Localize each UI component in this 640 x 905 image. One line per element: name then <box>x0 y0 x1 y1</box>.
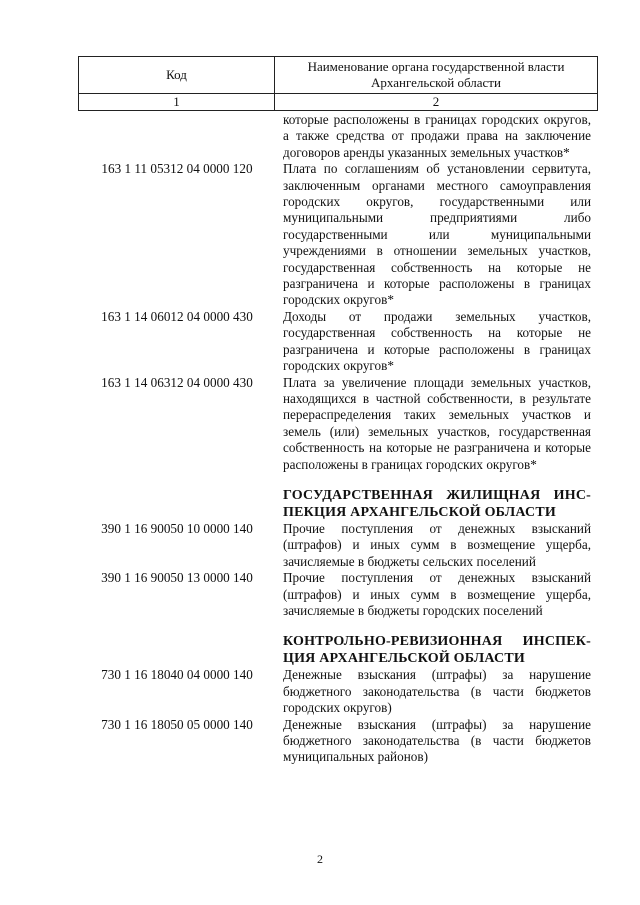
row-description: Плата по соглашениям об установлении сервитута, заключенным органами местного самоуправления городских округов, государственными или муниципальными предприятиями либо государственными или муниципальными учреждениями в отношении земельных участков, государственная собственность на которые не разграничена и которые расположены в границах городских округов* <box>283 161 591 308</box>
table-row <box>78 309 598 375</box>
row-description: Прочие поступления от денежных взысканий (штрафов) и иных сумм в возмещение ущерба, зачисляемые в бюджеты сельских поселений <box>283 520 591 569</box>
page-number: 2 <box>317 852 323 866</box>
row-code: 163 1 14 06312 04 0000 430 <box>101 374 253 390</box>
table-header <box>78 56 598 111</box>
document-page <box>78 56 598 766</box>
table-row <box>78 717 598 766</box>
row-description: которые расположены в границах городских округов, а также средства от продажи права на заключение договоров аренды указанных земельных участков* <box>283 112 591 160</box>
section-heading: КОНТРОЛЬНО-РЕВИЗИОННАЯ ИНСПЕК- ЦИЯ АРХАНГЕЛЬСКОЙ ОБЛАСТИ <box>283 634 591 667</box>
row-description: Денежные взыскания (штрафы) за нарушение бюджетного законодательства (в части бюджетов городских округов) <box>283 667 591 716</box>
table-row <box>78 112 598 161</box>
header-num-code: 1 <box>79 94 275 111</box>
row-code: 390 1 16 90050 13 0000 140 <box>101 570 253 586</box>
header-num-name: 2 <box>275 94 598 111</box>
table-row <box>78 570 598 619</box>
row-code: 163 1 11 05312 04 0000 120 <box>101 161 253 177</box>
row-code: 730 1 16 18040 04 0000 140 <box>101 667 253 683</box>
row-description: Доходы от продажи земельных участков, государственная собственность на которые не разграничена и которые расположены в границах городских округов* <box>283 308 591 374</box>
header-name-cell: Наименование органа государственной власти Архангельской области <box>275 57 598 94</box>
section-heading: ГОСУДАРСТВЕННАЯ ЖИЛИЩНАЯ ИНС- ПЕКЦИЯ АРХАНГЕЛЬСКОЙ ОБЛАСТИ <box>283 487 591 520</box>
header-code-cell: Код <box>79 57 275 94</box>
row-code: 390 1 16 90050 10 0000 140 <box>101 520 253 536</box>
table-row <box>78 521 598 570</box>
section-row <box>78 487 598 521</box>
row-code: 730 1 16 18050 05 0000 140 <box>101 716 253 732</box>
row-description: Денежные взыскания (штрафы) за нарушение бюджетного законодательства (в части бюджетов муниципальных районов) <box>283 716 591 765</box>
row-code: 163 1 14 06012 04 0000 430 <box>101 308 253 324</box>
row-description: Прочие поступления от денежных взысканий (штрафов) и иных сумм в возмещение ущерба, зачисляемые в бюджеты городских поселений <box>283 570 591 618</box>
table-row <box>78 667 598 716</box>
table-row <box>78 161 598 309</box>
table-body <box>78 112 598 766</box>
section-row <box>78 633 598 667</box>
row-description: Плата за увеличение площади земельных участков, находящихся в частной собственности, в результате перераспределения таких земельных участков и земель (или) земельных участков, государственная собственность на которые не разграничена и которые расположены в границах городских округов* <box>283 374 591 472</box>
table-row <box>78 375 598 473</box>
